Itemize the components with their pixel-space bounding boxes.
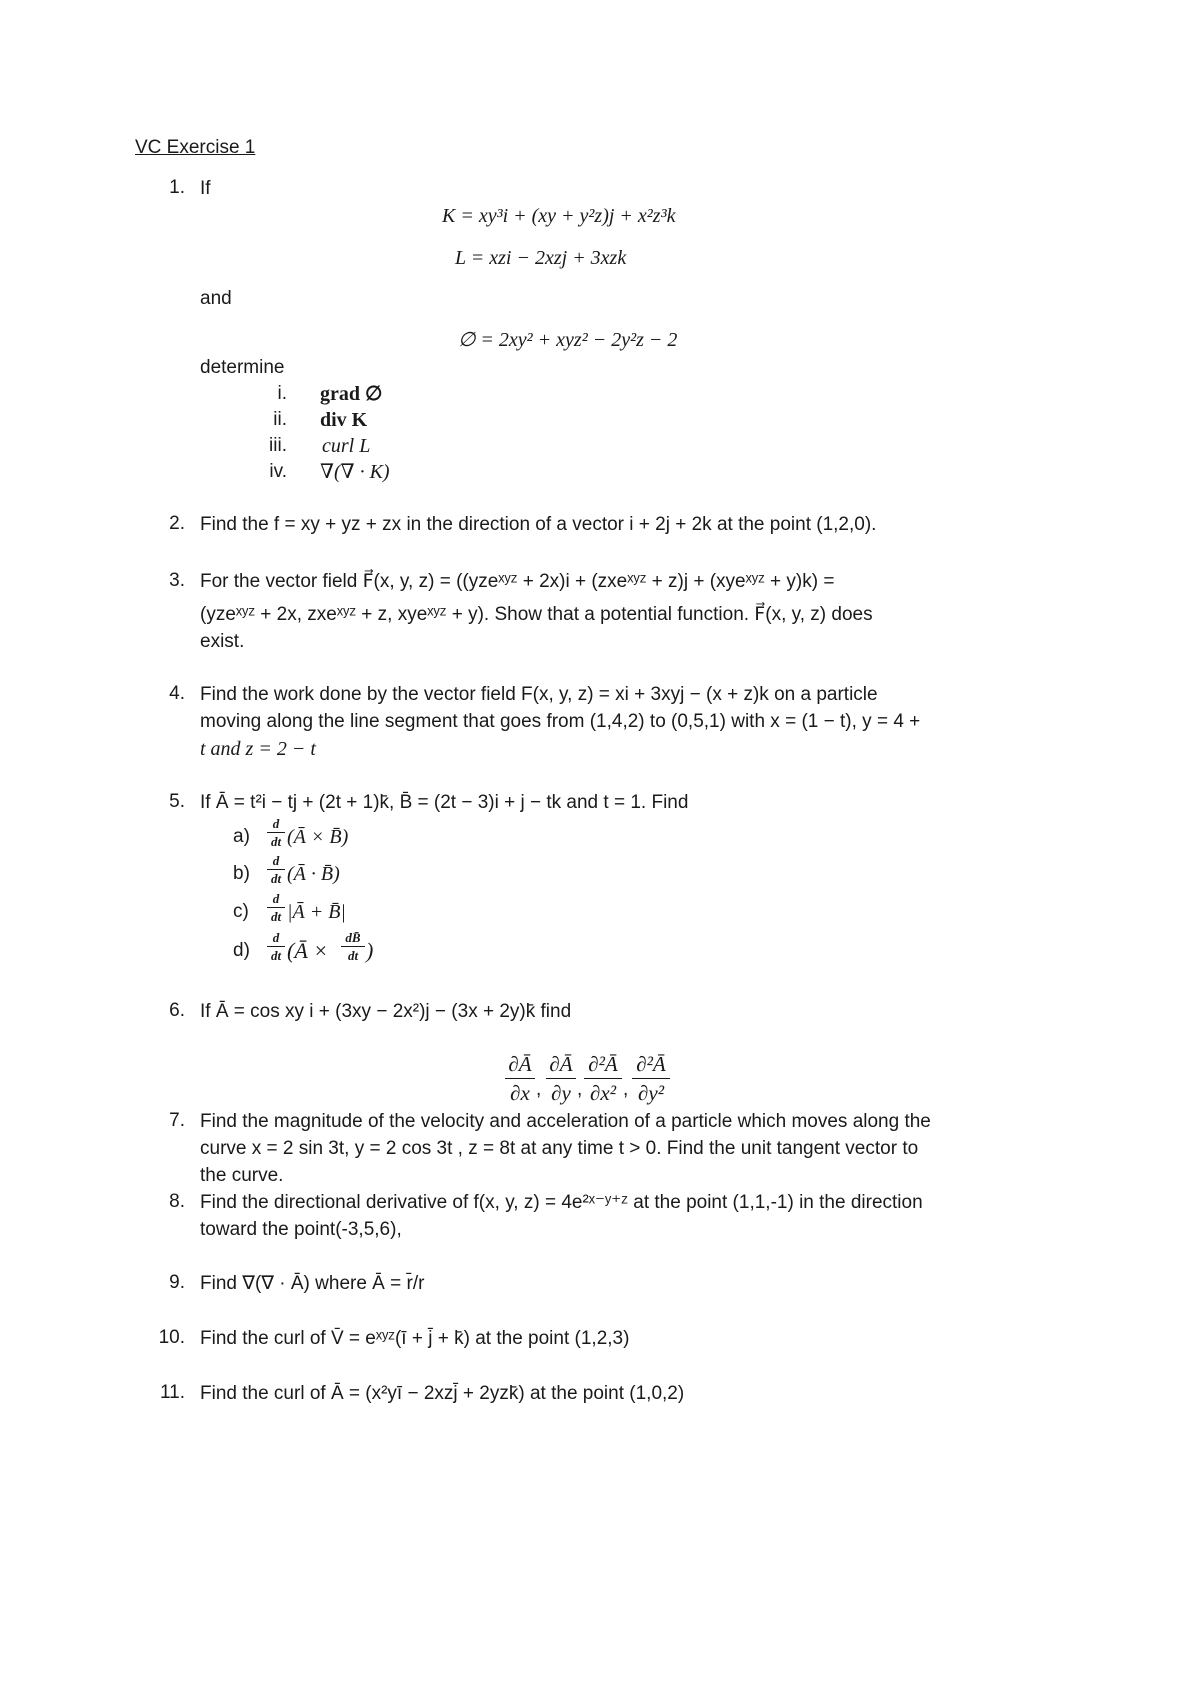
q5-text: If Ā = t²i − tj + (2t + 1)k̄, B̄ = (2t − 3)i + j − tk and t = 1. Find	[200, 792, 689, 813]
derivative-numerator: d	[272, 930, 280, 945]
q1-part-label: iii.	[269, 435, 287, 456]
partial-denominator: ∂x²	[590, 1081, 616, 1105]
q3-line: exist.	[200, 631, 245, 652]
derivative-denominator: dt	[270, 871, 282, 886]
question-number: 9.	[169, 1272, 185, 1293]
question-number: 7.	[169, 1110, 185, 1131]
q5-part-label: a)	[233, 826, 250, 847]
question-number: 3.	[169, 570, 185, 591]
q5-part-label: b)	[233, 863, 250, 884]
q1-part-expr: grad ∅	[320, 383, 383, 405]
derivative-operator	[267, 891, 285, 924]
question-number: 6.	[169, 1000, 185, 1021]
q1-part-label: iv.	[269, 461, 287, 482]
question-number: 4.	[169, 683, 185, 704]
partial-numerator: ∂²Ā	[588, 1052, 618, 1076]
derivative-numerator: d	[272, 816, 280, 831]
q1-intro: If	[200, 178, 211, 199]
q5-part-expr: (Ā · B̄)	[287, 863, 340, 885]
q9-text: Find ∇(∇ · Ā) where Ā = r̄/r	[200, 1273, 425, 1294]
q1-l-equation: L = xzi − 2xzj + 3xzk	[455, 247, 627, 269]
q7-line: curve x = 2 sin 3t, y = 2 cos 3t , z = 8t at any time t > 0. Find the unit tangent vector to	[200, 1138, 919, 1159]
q11-text: Find the curl of Ā = (x²yī − 2xzj̄ + 2yzk̄) at the point (1,0,2)	[200, 1383, 685, 1404]
q4-line: Find the work done by the vector field F(x, y, z) = xi + 3xyj − (x + z)k on a particle	[200, 684, 878, 705]
q5-part-label: c)	[233, 901, 249, 922]
q3-line: (yzeˣʸᶻ + 2x, zxeˣʸᶻ + z, xyeˣʸᶻ + y). Show that a potential function. F⃗(x, y, z) does	[200, 604, 873, 625]
q1-k-equation: K = xy³i + (xy + y²z)j + x²z³k	[442, 205, 676, 227]
question-number: 5.	[169, 791, 185, 812]
q5-part-label: d)	[233, 940, 250, 961]
q5-part-expr: (Ā × B̄)	[287, 826, 349, 848]
q1-determine: determine	[200, 357, 285, 378]
partial-numerator: ∂²Ā	[636, 1052, 666, 1076]
q5-part-expr: (Ā ×	[287, 938, 329, 963]
q1-part-expr: div K	[320, 409, 368, 431]
partial-derivative	[505, 1052, 535, 1105]
derivative-operator	[267, 930, 285, 963]
q4-line: moving along the line segment that goes from (1,4,2) to (0,5,1) with x = (1 − t), y = 4 +	[200, 711, 921, 732]
partial-denominator: ∂x	[510, 1081, 530, 1105]
separator: ,	[577, 1079, 583, 1100]
q4-line: t and z = 2 − t	[200, 738, 316, 760]
q1-and: and	[200, 288, 232, 309]
derivative-denominator: dt	[270, 834, 282, 849]
question-number: 2.	[169, 513, 185, 534]
question-number: 8.	[169, 1191, 185, 1212]
derivative-numerator: d	[272, 891, 280, 906]
derivative-numerator: dB̄	[345, 930, 361, 945]
derivative-numerator: d	[272, 853, 280, 868]
separator: ,	[536, 1079, 542, 1100]
q1-phi-equation: ∅ = 2xy² + xyz² − 2y²z − 2	[458, 329, 678, 351]
partial-derivative	[584, 1052, 622, 1105]
q1-part-label: ii.	[273, 409, 287, 430]
q10-text: Find the curl of V̄ = eˣʸᶻ(ī + j̄ + k̄) at the point (1,2,3)	[200, 1328, 630, 1349]
q7-line: Find the magnitude of the velocity and acceleration of a particle which moves along the	[200, 1111, 931, 1132]
derivative-denominator: dt	[347, 948, 359, 963]
question-number: 1.	[169, 177, 185, 198]
derivative-dB-dt	[341, 930, 365, 963]
q1-part-label: i.	[277, 383, 287, 404]
derivative-denominator: dt	[270, 909, 282, 924]
q3-line: For the vector field F⃗(x, y, z) = ((yzeˣʸᶻ + 2x)i + (zxeˣʸᶻ + z)j + (xyeˣʸᶻ + y)k) =	[200, 571, 835, 592]
q1-part-expr: curl L	[322, 435, 371, 457]
q7-line: the curve.	[200, 1165, 284, 1186]
question-number: 11.	[159, 1382, 185, 1403]
q2-text: Find the f = xy + yz + zx in the direction of a vector i + 2j + 2k at the point (1,2,0).	[200, 514, 877, 535]
q5-part-expr-close: )	[366, 938, 374, 963]
partial-derivative	[546, 1052, 576, 1105]
partial-numerator: ∂Ā	[508, 1052, 532, 1076]
q8-line: toward the point(-3,5,6),	[200, 1219, 402, 1240]
partial-denominator: ∂y	[551, 1081, 571, 1105]
derivative-denominator: dt	[270, 948, 282, 963]
partial-numerator: ∂Ā	[549, 1052, 573, 1076]
question-number: 10.	[158, 1327, 185, 1348]
partial-denominator: ∂y²	[638, 1081, 664, 1105]
q1-part-expr: ∇(∇ · K)	[320, 461, 390, 483]
q6-text: If Ā = cos xy i + (3xy − 2x²)j − (3x + 2y)k̄ find	[200, 1001, 572, 1022]
q8-line: Find the directional derivative of f(x, y, z) = 4e²ˣ⁻ʸ⁺ᶻ at the point (1,1,-1) in the direction	[200, 1192, 923, 1213]
q5-part-expr: |Ā + B̄|	[287, 901, 346, 923]
page-title: VC Exercise 1	[135, 137, 256, 158]
separator: ,	[623, 1079, 629, 1100]
derivative-operator	[267, 816, 285, 849]
derivative-operator	[267, 853, 285, 886]
partial-derivative	[632, 1052, 670, 1105]
